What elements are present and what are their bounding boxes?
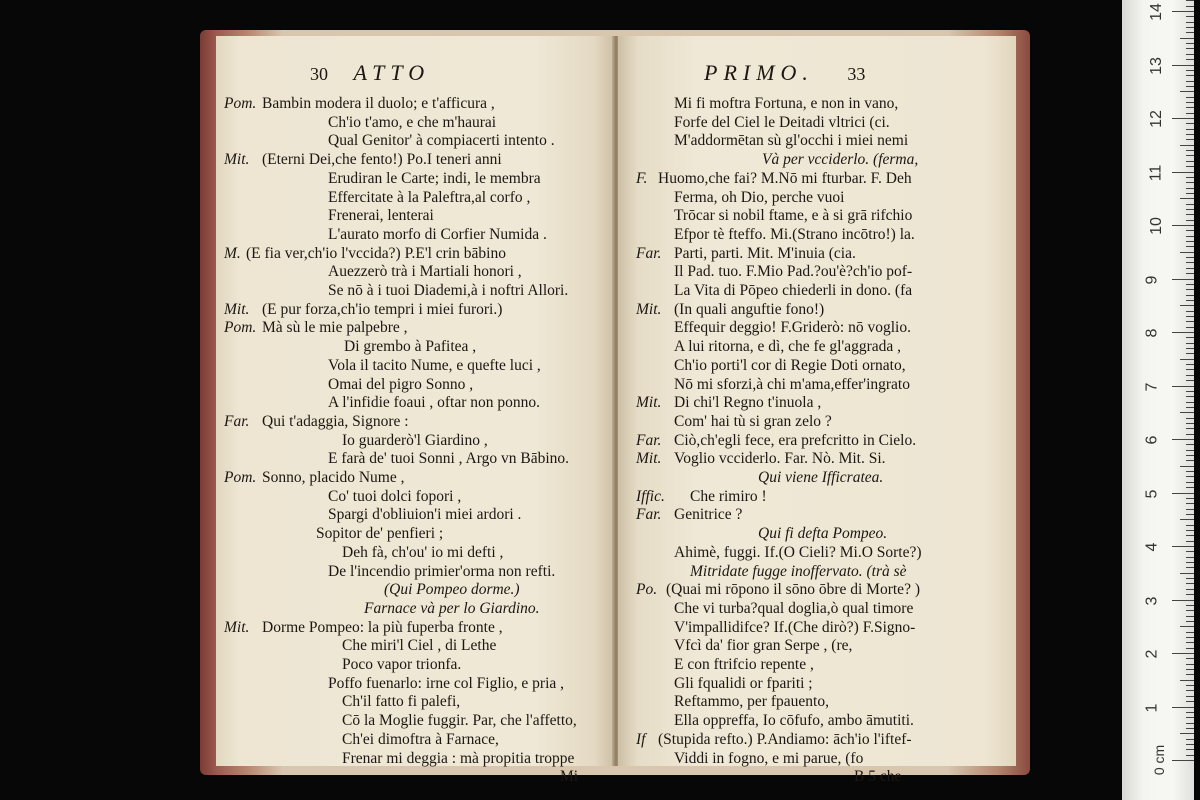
ruler-tick bbox=[1186, 236, 1194, 237]
ruler-tick bbox=[1186, 605, 1194, 606]
speaker-label: Mit. bbox=[224, 151, 250, 169]
verse-text: Erudiran le Carte; indi, le membra bbox=[328, 169, 541, 187]
ruler-tick bbox=[1186, 476, 1194, 477]
ruler-tick bbox=[1186, 551, 1194, 552]
verse-text: Viddi in fogno, e mi parue, (fo bbox=[674, 749, 864, 767]
verse-text: Ch'io porti'l cor di Regie Doti ornato, bbox=[674, 356, 906, 374]
ruler-tick bbox=[1186, 589, 1194, 590]
ruler-tick bbox=[1186, 375, 1194, 376]
verse-text: Reftammo, per fpauento, bbox=[674, 693, 829, 711]
verse-text: A l'infidie foaui , oftar non ponno. bbox=[328, 394, 541, 412]
verse-text: Vola il tacito Nume, e quefte luci , bbox=[328, 356, 541, 374]
ruler-tick bbox=[1186, 113, 1194, 114]
ruler-tick bbox=[1186, 578, 1194, 579]
ruler-tick bbox=[1186, 444, 1194, 445]
ruler-tick bbox=[1186, 273, 1194, 274]
verse-text: Se nō à i tuoi Diademi,à i noftri Allori. bbox=[328, 282, 569, 299]
ruler-tick bbox=[1186, 348, 1194, 349]
speaker-label: Mit. bbox=[636, 450, 662, 468]
verse-text: Sonno, placido Nume , bbox=[262, 469, 405, 486]
ruler-tick bbox=[1186, 616, 1194, 617]
ruler-tick bbox=[1186, 396, 1194, 397]
verse-text: Ferma, oh Dio, perche vuoi bbox=[674, 188, 845, 206]
ruler-tick bbox=[1186, 343, 1194, 344]
verse-text: A lui ritorna, e dì, che fe gl'aggrada , bbox=[674, 338, 902, 356]
speaker-label: Po. bbox=[636, 581, 658, 599]
ruler-tick bbox=[1186, 530, 1194, 531]
verse-text: Huomo,che fai? M.Nō mi fturbar. F. Deh bbox=[658, 169, 912, 187]
ruler-tick bbox=[1186, 0, 1194, 1]
speaker-label: Mit. bbox=[636, 300, 662, 318]
verse-text: Poco vapor trionfa. bbox=[342, 656, 462, 673]
ruler-tick bbox=[1186, 327, 1194, 328]
right-page-header bbox=[704, 60, 865, 86]
speaker-label: Pom. bbox=[224, 319, 257, 337]
verse-text: B 5 che bbox=[854, 768, 902, 786]
ruler-tick bbox=[1180, 359, 1194, 360]
ruler-tick bbox=[1186, 311, 1194, 312]
verse-text: Sopitor de' penfieri ; bbox=[316, 525, 444, 543]
ruler-tick bbox=[1186, 166, 1194, 167]
ruler-tick bbox=[1172, 332, 1194, 333]
verse-text: Co' tuoi dolci fopori , bbox=[328, 487, 462, 505]
ruler-tick bbox=[1180, 626, 1194, 627]
ruler-tick bbox=[1172, 65, 1194, 66]
ruler-tick bbox=[1186, 723, 1194, 724]
ruler-tick bbox=[1172, 118, 1194, 119]
ruler-tick bbox=[1180, 573, 1194, 574]
ruler-tick bbox=[1180, 252, 1194, 253]
verse-text: Deh fà, ch'ou' io mi defti , bbox=[342, 543, 504, 561]
ruler-tick bbox=[1186, 48, 1194, 49]
ruler-tick bbox=[1172, 653, 1194, 654]
ruler-tick bbox=[1186, 407, 1194, 408]
ruler-tick bbox=[1186, 295, 1194, 296]
ruler-tick bbox=[1186, 535, 1194, 536]
ruler-number: 2 bbox=[1143, 649, 1161, 659]
verse-text: La Vita di Pōpeo chiederli in dono. (fa bbox=[674, 282, 913, 299]
ruler-tick bbox=[1186, 177, 1194, 178]
ruler-number: 3 bbox=[1143, 596, 1161, 605]
ruler-number: 5 bbox=[1143, 489, 1161, 498]
verse-text: Com' hai tù si gran zelo ? bbox=[674, 412, 832, 430]
ruler-tick bbox=[1186, 321, 1194, 322]
left-page bbox=[216, 36, 614, 786]
speaker-label: Far. bbox=[224, 412, 250, 430]
ruler-tick bbox=[1186, 728, 1194, 729]
speaker-label: Mit. bbox=[224, 618, 250, 636]
verse-text: Effequir deggio! F.Griderò: nō voglio. bbox=[674, 319, 911, 337]
ruler-tick bbox=[1172, 386, 1194, 387]
ruler-tick bbox=[1186, 632, 1194, 633]
verse-text: Poffo fuenarlo: irne col Figlio, e pria , bbox=[328, 674, 565, 692]
ruler-tick bbox=[1186, 674, 1194, 675]
speaker-label: Far. bbox=[636, 431, 662, 449]
ruler-number: 1 bbox=[1143, 703, 1161, 712]
verse-text: Mi fi moftra Fortuna, e non in vano, bbox=[674, 95, 899, 112]
ruler-number: 14 bbox=[1147, 3, 1165, 21]
verse-text: Mà sù le mie palpebre , bbox=[262, 319, 408, 337]
ruler-tick bbox=[1186, 423, 1194, 424]
ruler-tick bbox=[1172, 172, 1194, 173]
verse-text: L'aurato morfo di Corfier Numida . bbox=[328, 225, 547, 243]
ruler-tick bbox=[1180, 680, 1194, 681]
verse-text: Bambin modera il duolo; e t'afficura , bbox=[262, 95, 495, 112]
ruler-tick bbox=[1172, 493, 1194, 494]
ruler-tick bbox=[1186, 482, 1194, 483]
ruler-number: 7 bbox=[1143, 382, 1161, 391]
verse-text: Ch'il fatto fi palefi, bbox=[342, 693, 461, 711]
verse-text: Omai del pigro Sonno , bbox=[328, 375, 474, 393]
ruler-tick bbox=[1186, 139, 1194, 140]
ruler-tick bbox=[1186, 214, 1194, 215]
ruler-tick bbox=[1186, 749, 1194, 750]
ruler-number: 4 bbox=[1143, 542, 1161, 552]
speaker-label: M. bbox=[224, 244, 241, 262]
verse-text: E farà de' tuoi Sonni , Argo vn Bābino. bbox=[328, 450, 570, 468]
speaker-label: F. bbox=[636, 169, 648, 187]
ruler-tick bbox=[1186, 188, 1194, 189]
ruler-number: 8 bbox=[1143, 328, 1161, 338]
ruler-tick bbox=[1186, 685, 1194, 686]
ruler-tick bbox=[1180, 91, 1194, 92]
verse-text: Genitrice ? bbox=[674, 506, 743, 524]
ruler-tick bbox=[1186, 182, 1194, 183]
ruler-tick bbox=[1186, 455, 1194, 456]
verse-text: Ahimè, fuggi. If.(O Cieli? Mi.O Sorte?) bbox=[674, 543, 922, 561]
ruler-unit-label: 0 cm bbox=[1151, 744, 1168, 776]
stage-direction: (Qui Pompeo dorme.) bbox=[384, 581, 520, 599]
ruler-tick bbox=[1186, 134, 1194, 135]
ruler-tick bbox=[1186, 284, 1194, 285]
ruler-tick bbox=[1186, 209, 1194, 210]
ruler-tick bbox=[1186, 268, 1194, 269]
ruler-tick bbox=[1186, 257, 1194, 258]
ruler-tick bbox=[1186, 155, 1194, 156]
ruler-tick bbox=[1186, 460, 1194, 461]
ruler-tick bbox=[1172, 760, 1194, 761]
ruler-tick bbox=[1186, 380, 1194, 381]
ruler-tick bbox=[1186, 246, 1194, 247]
ruler-tick bbox=[1186, 32, 1194, 33]
ruler-tick bbox=[1186, 81, 1194, 82]
ruler-tick bbox=[1186, 241, 1194, 242]
ruler-tick bbox=[1186, 16, 1194, 17]
verse-text: M'addormētan sù gl'occhi i miei nemi bbox=[674, 132, 909, 150]
verse-text: Effercitate à la Paleftra,al corfo , bbox=[328, 188, 531, 206]
ruler-tick bbox=[1186, 669, 1194, 670]
ruler-tick bbox=[1186, 300, 1194, 301]
verse-text: Dorme Pompeo: la più fuperba fronte , bbox=[262, 618, 503, 636]
stage-direction: Qui viene Ifficratea. bbox=[758, 469, 884, 486]
ruler-tick bbox=[1186, 557, 1194, 558]
left-page-header bbox=[310, 60, 430, 86]
ruler-tick bbox=[1186, 107, 1194, 108]
ruler-tick bbox=[1186, 70, 1194, 71]
ruler-tick bbox=[1186, 150, 1194, 151]
ruler-tick bbox=[1172, 707, 1194, 708]
speaker-label: Iffic. bbox=[636, 487, 665, 505]
ruler-tick bbox=[1172, 439, 1194, 440]
ruler-tick bbox=[1186, 337, 1194, 338]
ruler-tick bbox=[1186, 123, 1194, 124]
speaker-label: Mit. bbox=[224, 300, 250, 318]
ruler-tick bbox=[1186, 562, 1194, 563]
ruler-tick bbox=[1186, 102, 1194, 103]
verse-text: E con ftrifcio repente , bbox=[674, 656, 814, 673]
ruler-tick bbox=[1186, 739, 1194, 740]
ruler-tick bbox=[1172, 279, 1194, 280]
verse-text: Che rimiro ! bbox=[690, 487, 767, 505]
verse-text: Nō mi sforzi,à chi m'ama,effer'ingrato bbox=[674, 375, 910, 393]
stage-direction: Qui fi defta Pompeo. bbox=[758, 525, 888, 543]
stage-direction: Và per vcciderlo. (ferma, bbox=[762, 151, 919, 169]
ruler-tick bbox=[1186, 6, 1194, 7]
ruler-tick bbox=[1186, 744, 1194, 745]
ruler-tick bbox=[1186, 86, 1194, 87]
ruler-number: 9 bbox=[1143, 275, 1161, 284]
right-page bbox=[618, 36, 1016, 786]
ruler-tick bbox=[1172, 546, 1194, 547]
ruler-tick bbox=[1186, 129, 1194, 130]
ruler-tick bbox=[1180, 519, 1194, 520]
ruler-tick bbox=[1186, 27, 1194, 28]
verse-text: (Stupida refto.) P.Andiamo: āch'io l'iftef- bbox=[658, 730, 912, 748]
verse-text: Di chi'l Regno t'inuola , bbox=[674, 394, 822, 412]
speaker-label: Pom. bbox=[224, 95, 257, 112]
verse-text: Ch'ei dimoftra à Farnace, bbox=[342, 730, 499, 748]
verse-text: Efpor tè fteffo. Mi.(Strano incōtro!) la. bbox=[674, 225, 915, 243]
verse-text: Io guarderò'l Giardino , bbox=[342, 431, 488, 449]
stage-direction: Mitridate fugge inoffervato. (trà sè bbox=[690, 562, 907, 580]
verse-text: Frenerai, lenterai bbox=[328, 207, 434, 225]
ruler-tick bbox=[1186, 621, 1194, 622]
ruler-tick bbox=[1186, 391, 1194, 392]
ruler-tick bbox=[1186, 75, 1194, 76]
ruler-number: 12 bbox=[1147, 110, 1165, 128]
verse-text: Ciò,ch'egli fece, era prefcritto in Cielo. bbox=[674, 431, 917, 449]
ruler-tick bbox=[1172, 11, 1194, 12]
ruler-tick bbox=[1186, 583, 1194, 584]
ruler-tick bbox=[1186, 43, 1194, 44]
ruler-tick bbox=[1186, 487, 1194, 488]
ruler-tick bbox=[1180, 412, 1194, 413]
verse-text: (Eterni Dei,che fento!) Po.I teneri anni bbox=[262, 151, 502, 169]
verse-text: (E fia ver,ch'io l'vccida?) P.E'l crin bābino bbox=[246, 244, 506, 262]
ruler-tick bbox=[1186, 193, 1194, 194]
ruler-number: 11 bbox=[1147, 164, 1165, 181]
ruler-tick bbox=[1186, 220, 1194, 221]
ruler-tick bbox=[1186, 637, 1194, 638]
ruler-tick bbox=[1186, 567, 1194, 568]
right-running-title: PRIMO. bbox=[704, 60, 814, 85]
ruler-tick bbox=[1186, 525, 1194, 526]
ruler-tick bbox=[1180, 198, 1194, 199]
verse-text: Cō la Moglie fuggir. Par, che l'affetto, bbox=[342, 712, 577, 730]
ruler-tick bbox=[1180, 733, 1194, 734]
ruler-tick bbox=[1186, 755, 1194, 756]
ruler-tick bbox=[1186, 22, 1194, 23]
verse-text: Qual Genitor' à compiacerti intento . bbox=[328, 132, 555, 150]
ruler-tick bbox=[1186, 514, 1194, 515]
verse-text: Ella oppreffa, Io cōfufo, ambo āmutiti. bbox=[674, 712, 914, 730]
ruler-tick bbox=[1186, 369, 1194, 370]
ruler-tick bbox=[1186, 59, 1194, 60]
right-page-number: 33 bbox=[847, 64, 866, 84]
verse-text: Spargi d'obliuion'i miei ardori . bbox=[328, 506, 522, 524]
ruler-tick bbox=[1186, 204, 1194, 205]
verse-text: De l'incendio primier'orma non refti. bbox=[328, 562, 556, 580]
ruler-tick bbox=[1186, 418, 1194, 419]
ruler-tick bbox=[1180, 466, 1194, 467]
ruler-tick bbox=[1180, 305, 1194, 306]
ruler-tick bbox=[1186, 658, 1194, 659]
verse-text: Vfcì da' fior gran Serpe , (re, bbox=[674, 637, 853, 655]
ruler-tick bbox=[1172, 600, 1194, 601]
verse-text: Parti, parti. Mit. M'inuia (cia. bbox=[674, 244, 856, 262]
verse-text: Auezzerò trà i Martiali honori , bbox=[328, 263, 522, 281]
ruler-tick bbox=[1186, 610, 1194, 611]
ruler-number: 10 bbox=[1147, 217, 1165, 235]
speaker-label: Far. bbox=[636, 506, 662, 524]
speaker-label: Mit. bbox=[636, 394, 662, 412]
ruler-tick bbox=[1186, 97, 1194, 98]
ruler-tick bbox=[1186, 471, 1194, 472]
ruler-tick bbox=[1186, 701, 1194, 702]
left-page-number: 30 bbox=[310, 64, 328, 84]
ruler-tick bbox=[1186, 364, 1194, 365]
verse-text: (In quali anguftie fono!) bbox=[674, 300, 825, 318]
ruler-tick bbox=[1180, 38, 1194, 39]
ruler-tick bbox=[1186, 541, 1194, 542]
ruler-number: 13 bbox=[1147, 56, 1165, 75]
verse-text: Che miri'l Ciel , di Lethe bbox=[342, 637, 497, 655]
ruler-number: 6 bbox=[1143, 435, 1161, 445]
ruler-tick bbox=[1180, 145, 1194, 146]
verse-text: Qui t'adaggia, Signore : bbox=[262, 412, 409, 430]
ruler-tick bbox=[1186, 428, 1194, 429]
verse-text: Trōcar si nobil ftame, e à si grā rifchio bbox=[674, 207, 913, 225]
ruler-tick bbox=[1186, 509, 1194, 510]
measurement-ruler bbox=[1122, 0, 1194, 800]
verse-text: Di grembo à Pafitea , bbox=[344, 338, 477, 356]
ruler-tick bbox=[1186, 696, 1194, 697]
ruler-tick bbox=[1186, 690, 1194, 691]
verse-text: Gli fqualidi or fpariti ; bbox=[674, 674, 813, 692]
ruler-tick bbox=[1186, 434, 1194, 435]
ruler-tick bbox=[1186, 54, 1194, 55]
speaker-label: If bbox=[636, 730, 646, 748]
ruler-tick bbox=[1186, 402, 1194, 403]
ruler-tick bbox=[1186, 450, 1194, 451]
verse-text: Voglio vcciderlo. Far. Nò. Mit. Si. bbox=[674, 450, 886, 468]
ruler-tick bbox=[1186, 161, 1194, 162]
ruler-tick bbox=[1186, 262, 1194, 263]
ruler-tick bbox=[1186, 712, 1194, 713]
ruler-tick bbox=[1186, 230, 1194, 231]
ruler-tick bbox=[1186, 642, 1194, 643]
ruler-tick bbox=[1186, 594, 1194, 595]
speaker-label: Far. bbox=[636, 244, 662, 262]
stage-direction: Farnace và per lo Giardino. bbox=[364, 599, 540, 617]
verse-text: Frenar mi deggia : mà propitia troppe bbox=[342, 749, 575, 767]
verse-text: V'impallidifce? If.(Che dirò?) F.Signo- bbox=[674, 618, 916, 636]
verse-text: (Quai mi rōpono il sōno ōbre di Morte? ) bbox=[666, 581, 920, 599]
ruler-tick bbox=[1186, 316, 1194, 317]
verse-text: Mi bbox=[560, 768, 579, 786]
verse-text: Il Pad. tuo. F.Mio Pad.?ou'è?ch'io pof- bbox=[674, 263, 913, 281]
ruler-tick bbox=[1186, 498, 1194, 499]
verse-text: (E pur forza,ch'io tempri i miei furori.) bbox=[262, 300, 503, 318]
left-running-title: ATTO bbox=[353, 60, 431, 85]
ruler-tick bbox=[1186, 503, 1194, 504]
verse-text: Ch'io t'amo, e che m'haurai bbox=[328, 113, 497, 131]
ruler-tick bbox=[1186, 353, 1194, 354]
ruler-tick bbox=[1186, 717, 1194, 718]
ruler-tick bbox=[1172, 225, 1194, 226]
ruler-tick bbox=[1186, 648, 1194, 649]
verse-text: Forfe del Ciel le Deitadi vltrici (ci. bbox=[674, 113, 890, 131]
ruler-tick bbox=[1186, 289, 1194, 290]
ruler-tick bbox=[1186, 664, 1194, 665]
speaker-label: Pom. bbox=[224, 469, 257, 486]
verse-text: Che vi turba?qual doglia,ò qual timore bbox=[674, 599, 914, 617]
